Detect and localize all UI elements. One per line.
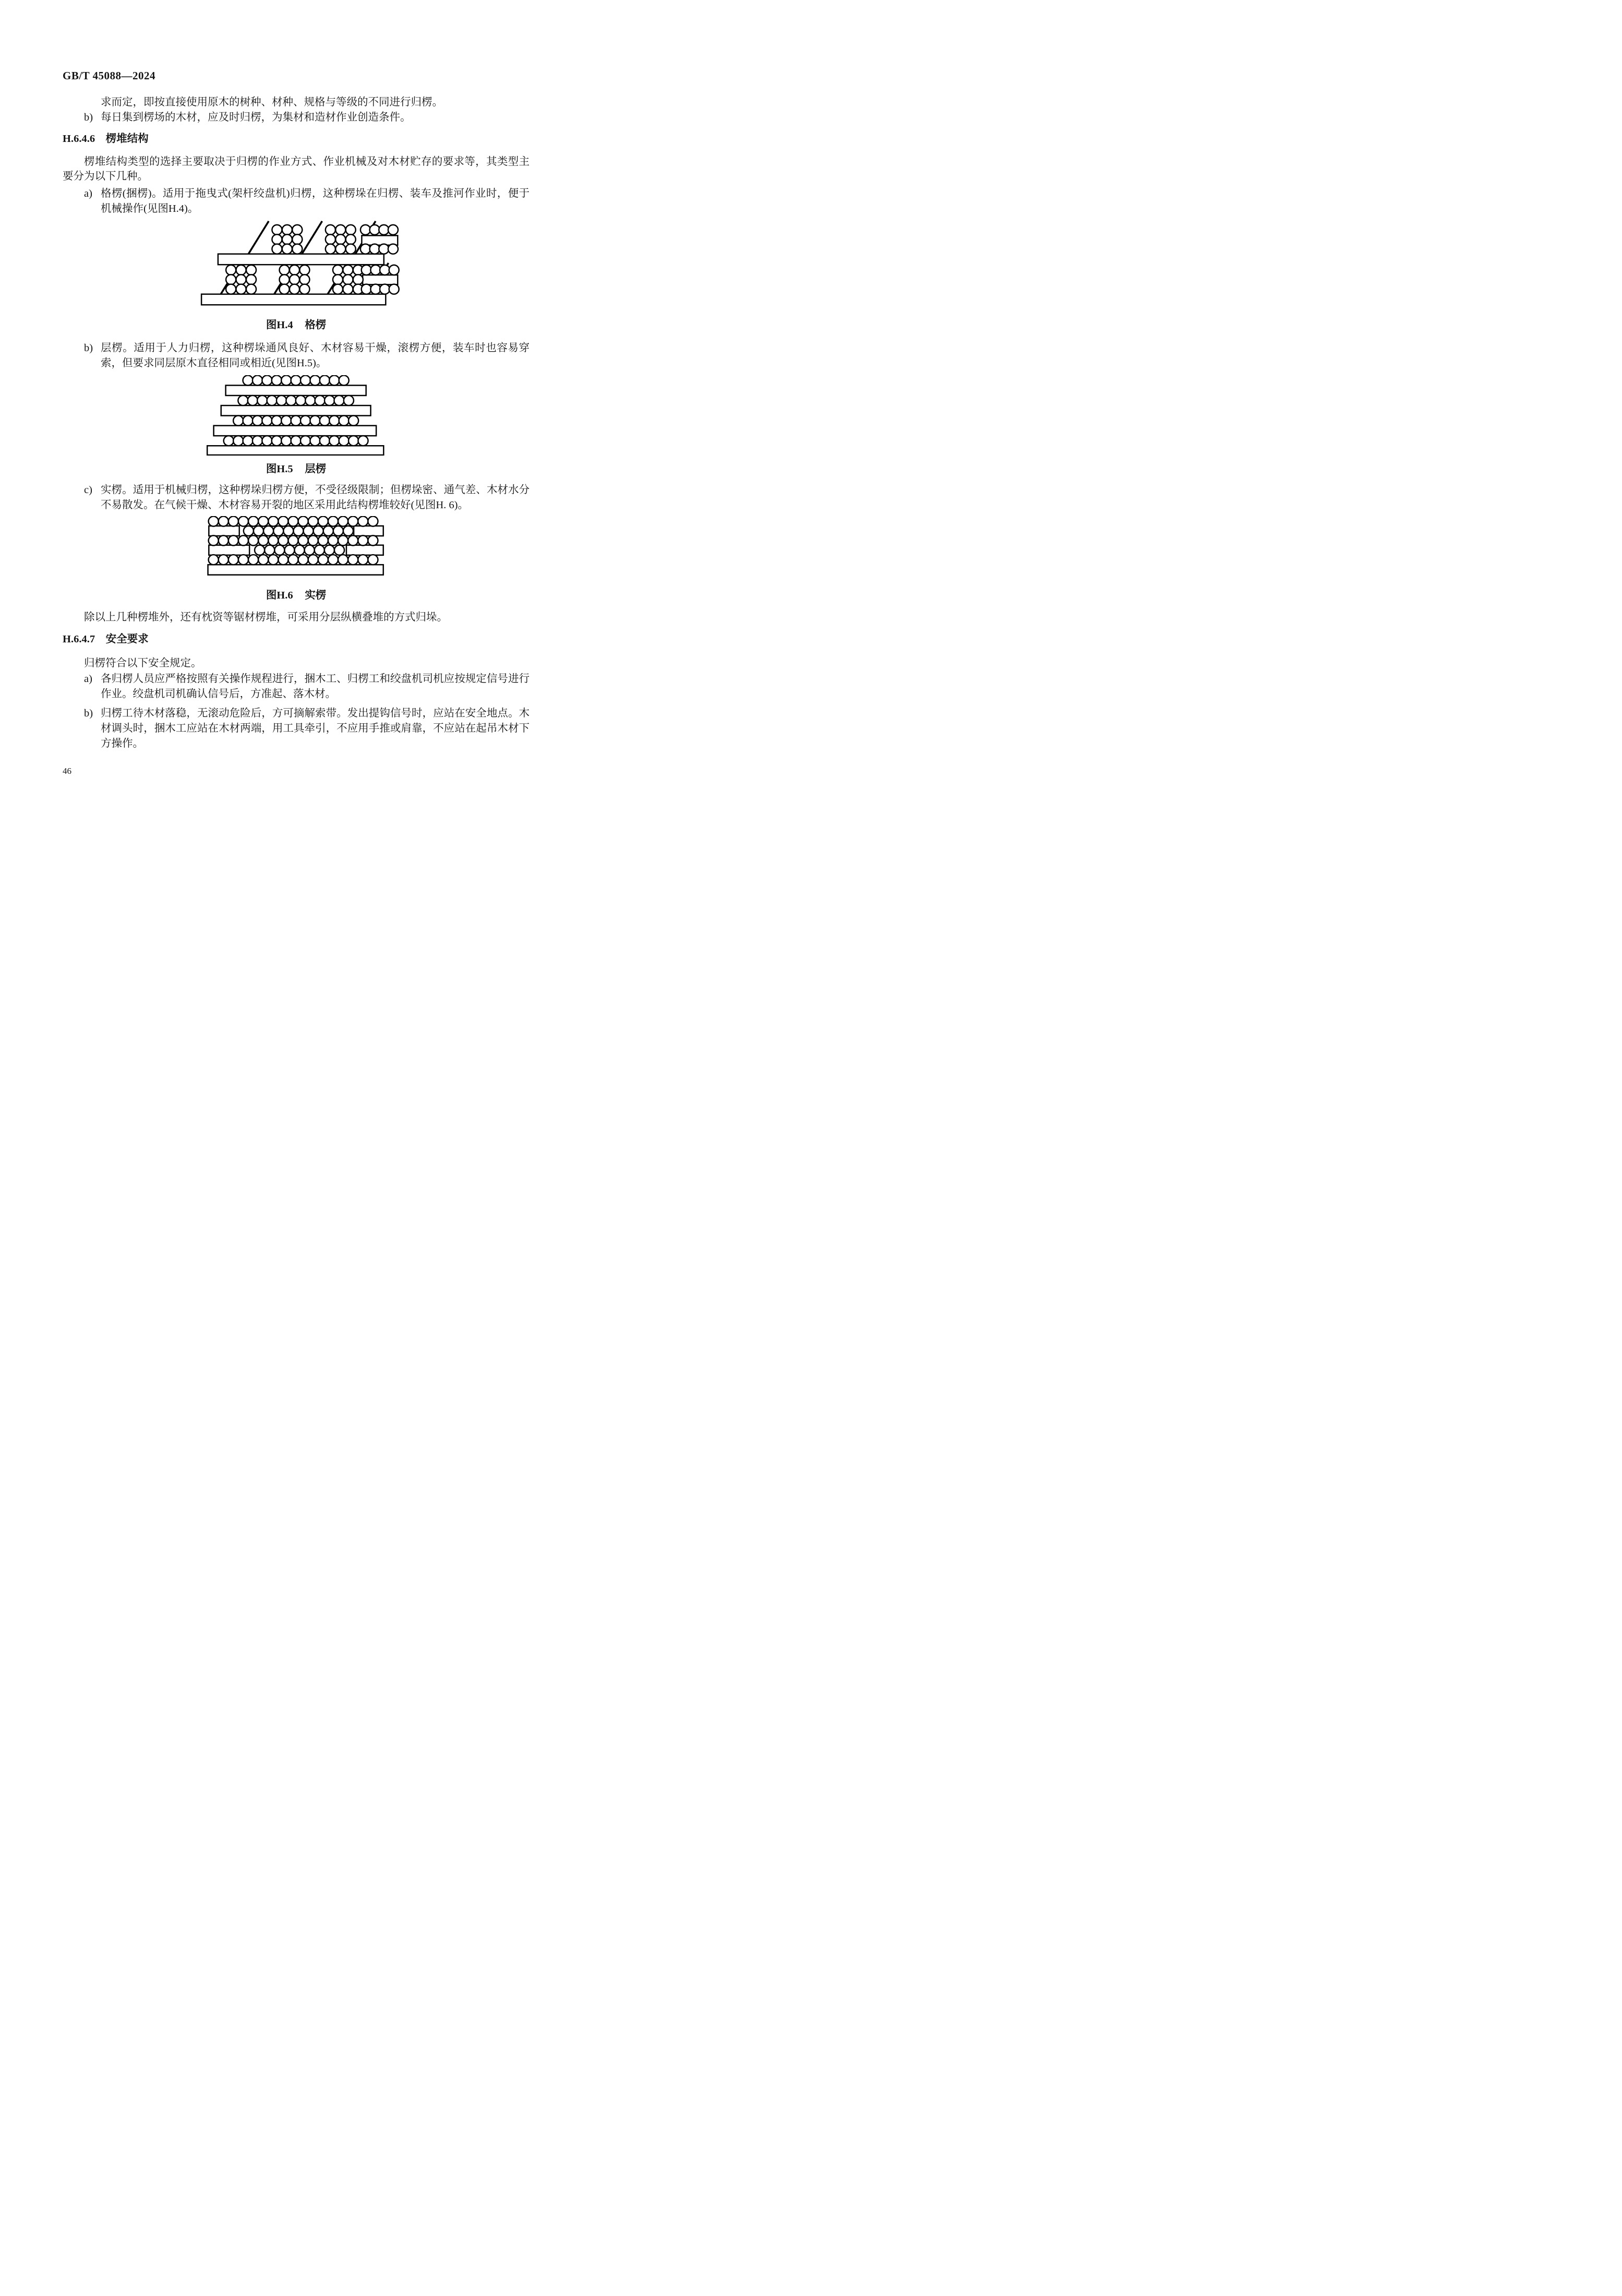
list-item-b xyxy=(63,706,530,751)
section-title: 楞堆结构 xyxy=(105,133,149,145)
figure-caption xyxy=(63,318,530,332)
figure-caption-label: 图H.4 xyxy=(266,319,293,331)
figure-h4-diagram xyxy=(193,220,400,306)
page-content xyxy=(63,0,530,751)
list-item-text: 格楞(捆楞)。适用于拖曳式(架杆绞盘机)归楞，这种楞垛在归楞、装车及推河作业时，便于机械操作(见图H.4)。 xyxy=(101,188,530,214)
figure-h4 xyxy=(63,220,530,306)
intro-continuation-line xyxy=(63,95,530,110)
section-heading-h646 xyxy=(63,131,530,146)
list-item-b xyxy=(63,341,530,371)
paragraph: 求而定，即按直接使用原木的树种、材种、规格与等级的不同进行归楞。 xyxy=(101,97,443,108)
paragraph: 除以上几种楞堆外，还有枕资等锯材楞堆，可采用分层纵横叠堆的方式归垛。 xyxy=(84,612,448,623)
list-item-text: 实楞。适用于机械归楞，这种楞垛归楞方便，不受径级限制；但楞垛密、通气差、木材水分不易散发。在气候干燥、木材容易开裂的地区采用此结构楞堆较好(见图H. 6)。 xyxy=(101,484,530,511)
list-item-marker: b) xyxy=(84,708,93,719)
figure-caption xyxy=(63,588,530,603)
section-number: H.6.4.7 xyxy=(63,633,95,645)
list-item-marker: a) xyxy=(84,673,92,685)
figure-h6-diagram xyxy=(206,516,386,577)
section-heading-h647 xyxy=(63,632,530,647)
figure-h6 xyxy=(63,516,530,577)
figure-caption-label: 图H.6 xyxy=(266,590,293,601)
doc-number-header: GB/T 45088—2024 xyxy=(63,69,156,82)
list-item-text: 层楞。适用于人力归楞，这种楞垛通风良好、木材容易干燥，滚楞方便，装车时也容易穿索，但要求同层原木直径相同或相近(见图H.5)。 xyxy=(101,342,530,369)
figure-h5-diagram xyxy=(203,375,389,456)
section-number: H.6.4.6 xyxy=(63,133,95,145)
figure-caption-label: 图H.5 xyxy=(266,463,293,475)
list-item-a xyxy=(63,672,530,702)
section-title: 安全要求 xyxy=(105,633,149,645)
list-item-marker: a) xyxy=(84,188,92,199)
paragraph: 归楞符合以下安全规定。 xyxy=(84,657,202,669)
list-item-text: 每日集到楞场的木材，应及时归楞，为集材和造材作业创造条件。 xyxy=(101,112,411,123)
list-item-marker: b) xyxy=(84,112,93,123)
list-item-marker: c) xyxy=(84,484,92,496)
paragraph: 楞堆结构类型的选择主要取决于归楞的作业方式、作业机械及对木材贮存的要求等，其类型主要分为以下几种。 xyxy=(63,156,530,182)
page-number: 46 xyxy=(63,766,71,776)
list-item-text: 归楞工待木材落稳，无滚动危险后，方可摘解索带。发出提钩信号时，应站在安全地点。木材调头时，捆木工应站在木材两端，用工具牵引，不应用手推或肩靠，不应站在起吊木材下方操作。 xyxy=(101,708,530,749)
figure-caption-title: 层楞 xyxy=(305,463,327,475)
list-item-a xyxy=(63,186,530,217)
document-page xyxy=(0,0,574,812)
figure-h5 xyxy=(63,375,530,456)
list-item-marker xyxy=(84,95,101,110)
list-item-text: 各归楞人员应严格按照有关操作规程进行，捆木工、归楞工和绞盘机司机应按规定信号进行作业。绞盘机司机确认信号后，方准起、落木材。 xyxy=(101,673,530,700)
figure-caption-title: 实楞 xyxy=(305,590,327,601)
list-item-c xyxy=(63,483,530,513)
list-item-marker: b) xyxy=(84,342,93,354)
list-item-b-intro xyxy=(63,110,530,125)
figure-caption-title: 格楞 xyxy=(305,319,327,331)
figure-caption xyxy=(63,462,530,476)
